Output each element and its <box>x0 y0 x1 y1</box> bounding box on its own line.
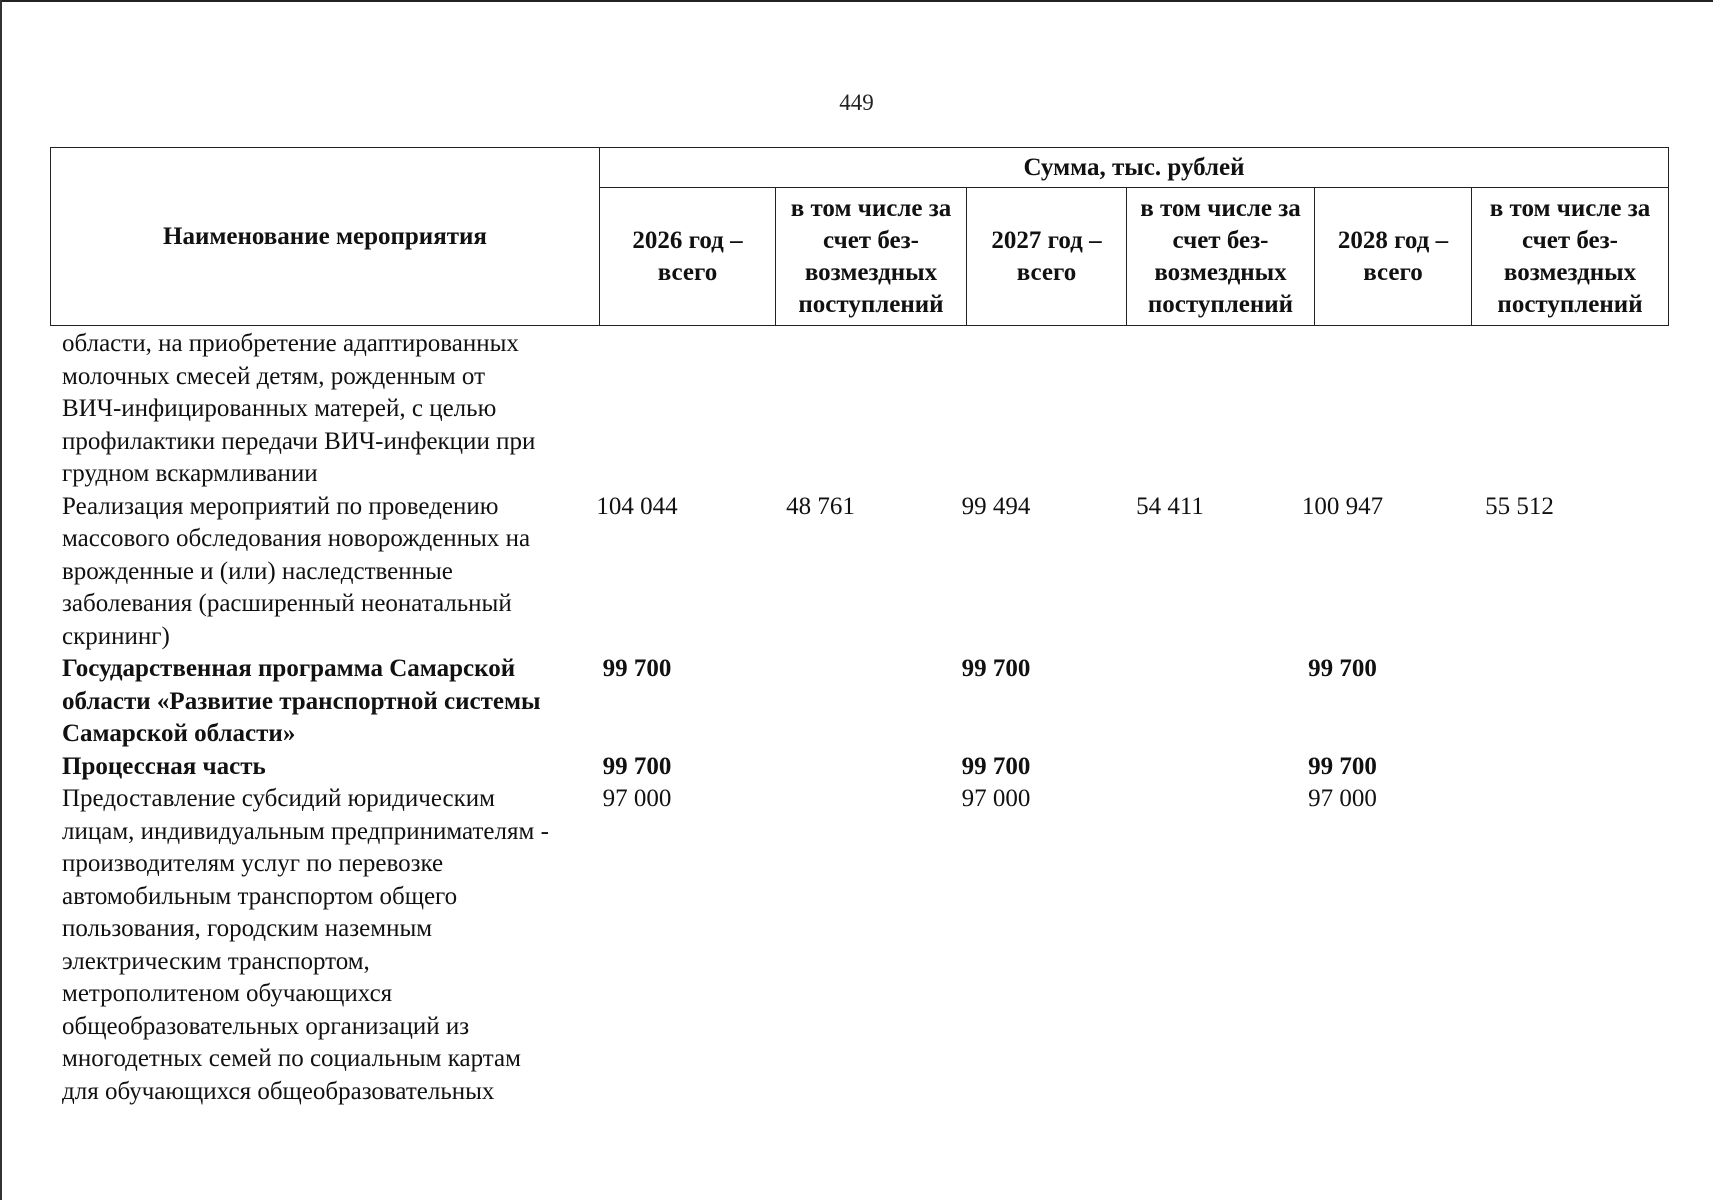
value-2028-grants: 55 512 <box>1485 492 1554 520</box>
value-2027-grants <box>1076 751 1264 784</box>
value-2027-total <box>916 328 1076 491</box>
value-2028-grants <box>1421 783 1618 1108</box>
header-2028-grants: в том числе за счет без-возмездных поступлений <box>1472 188 1669 326</box>
row-name: Процессная часть <box>62 752 266 780</box>
table-row <box>0 653 1713 751</box>
value-2028-grants <box>1421 328 1618 491</box>
value-2028-total <box>1264 328 1421 491</box>
row-name: Предоставление субсидий юридическим лицам, индивидуальным предпринимателям - производителям услуг по перевозке автомобильным транспортом общего пользования, городским наземным электрическим транспортом, метрополитеном обучающихся общеобразовательных организаций из многодетных семей по социальным картам для обучающихся общеобразовательных <box>62 785 549 1105</box>
value-2028-total: 97 000 <box>1308 785 1377 812</box>
value-2026-grants: 48 761 <box>786 492 855 520</box>
table-row <box>0 783 1713 1108</box>
value-2026-total: 97 000 <box>602 785 672 812</box>
table-row <box>0 328 1713 491</box>
value-2027-grants: 54 411 <box>1136 492 1204 520</box>
header-2027-grants: в том числе за счет без-возмездных поступлений <box>1127 188 1315 326</box>
value-2026-total: 99 700 <box>602 655 672 682</box>
table-row <box>0 491 1713 654</box>
table-row <box>0 751 1713 784</box>
row-name: Реализация мероприятий по проведению массового обследования новорожденных на врожденные и (или) наследственные заболевания (расширенный неонатальный скрининг) <box>62 492 531 650</box>
header-2026-total: 2026 год – всего <box>600 188 776 326</box>
row-name: области, на приобретение адаптированных молочных смесей детям, рожденным от ВИЧ-инфицированных матерей, с целью профилактики передачи ВИЧ-инфекции при грудном вскармливании <box>62 330 536 487</box>
header-2028-total: 2028 год – всего <box>1315 188 1472 326</box>
value-2026-total: 104 044 <box>596 492 678 520</box>
value-2027-total: 99 700 <box>961 655 1031 682</box>
value-2026-total <box>549 328 725 491</box>
header-2027-total: 2027 год – всего <box>967 188 1127 326</box>
header-2026-grants: в том числе за счет без-возмездных поступлений <box>776 188 967 326</box>
value-2027-grants <box>1076 783 1264 1108</box>
page-number: 449 <box>839 90 874 115</box>
value-2026-grants <box>725 783 916 1108</box>
table-body <box>0 328 1713 1108</box>
value-2028-total: 99 700 <box>1308 752 1377 780</box>
header-name-column: Наименование мероприятия <box>51 148 600 326</box>
value-2027-total: 99 494 <box>961 492 1031 520</box>
row-name: Государственная программа Самарской области «Развитие транспортной системы Самарской области» <box>62 655 541 747</box>
value-2027-grants <box>1076 653 1264 751</box>
value-2028-total: 99 700 <box>1308 655 1377 682</box>
header-sum-group: Сумма, тыс. рублей <box>600 148 1669 188</box>
value-2027-total: 97 000 <box>961 785 1031 812</box>
value-2028-grants <box>1421 653 1618 751</box>
value-2026-total: 99 700 <box>602 752 672 780</box>
value-2027-grants <box>1076 328 1264 491</box>
value-2026-grants <box>725 751 916 784</box>
value-2026-grants <box>725 328 916 491</box>
value-2028-grants <box>1421 751 1618 784</box>
value-2027-total: 99 700 <box>961 752 1031 780</box>
page-top-edge <box>0 0 1713 2</box>
table-header <box>50 147 1669 326</box>
value-2026-grants <box>725 653 916 751</box>
value-2028-total: 100 947 <box>1301 492 1384 520</box>
